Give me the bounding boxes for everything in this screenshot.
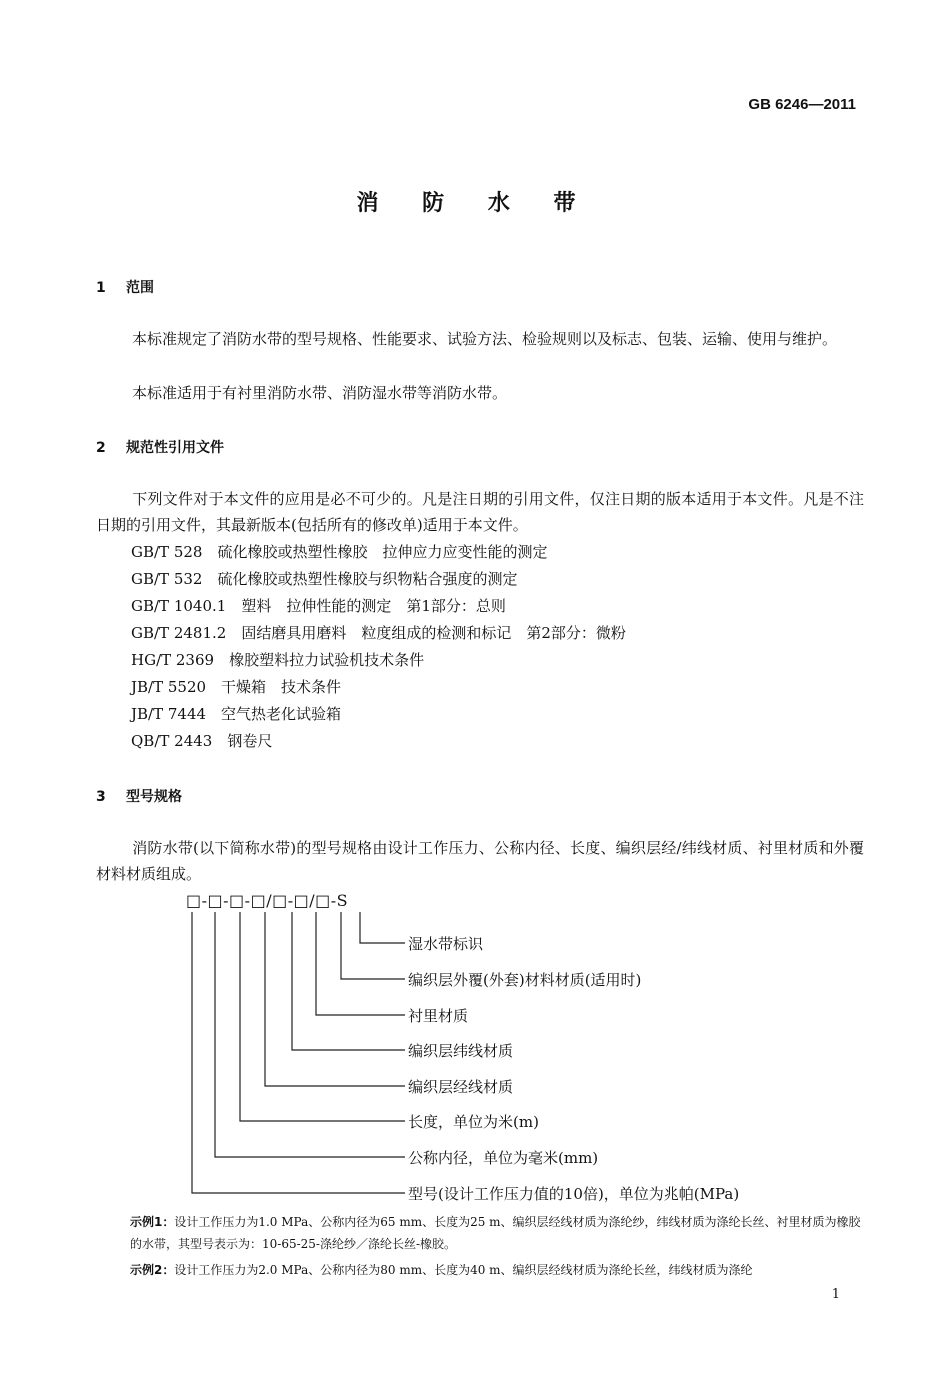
designation-label: 编织层经线材质	[408, 1078, 514, 1096]
section-title: 规范性引用文件	[126, 440, 224, 456]
example-label: 示例2：	[130, 1263, 175, 1277]
bracket-line-7	[215, 912, 405, 1157]
reference-item: JB/T 7444 空气热老化试验箱	[131, 705, 342, 723]
standard-number: GB 6246—2011	[748, 96, 856, 113]
paragraph-text: 下列文件对于本文件的应用是必不可少的。凡是注日期的引用文件，仅注日期的版本适用于本文件。凡是不注日期的引用文件，其最新版本(包括所有的修改单)适用于本文件。	[96, 490, 864, 534]
section-title: 范围	[126, 280, 154, 296]
section-number: 1	[96, 280, 106, 296]
bracket-line-5	[265, 912, 405, 1086]
paragraph-text: 本标准规定了消防水带的型号规格、性能要求、试验方法、检验规则以及标志、包装、运输、使用与维护。	[132, 330, 838, 348]
paragraph-text: 消防水带(以下简称水带)的型号规格由设计工作压力、公称内径、长度、编织层经/纬线材质、衬里材质和外覆材料材质组成。	[96, 839, 864, 883]
reference-item: GB/T 2481.2 固结磨具用磨料 粒度组成的检测和标记 第2部分：微粉	[131, 624, 626, 642]
reference-item: GB/T 528 硫化橡胶或热塑性橡胶 拉伸应力应变性能的测定	[131, 543, 548, 561]
bracket-line-8	[192, 912, 405, 1193]
section-title: 型号规格	[126, 789, 182, 805]
reference-item: GB/T 532 硫化橡胶或热塑性橡胶与织物粘合强度的测定	[131, 570, 518, 588]
section-number: 3	[96, 789, 106, 805]
example-label: 示例1：	[130, 1215, 175, 1229]
document-title: 消 防 水 带	[356, 191, 594, 216]
bracket-line-2	[341, 912, 405, 979]
designation-label: 编织层外覆(外套)材料材质(适用时)	[408, 971, 642, 989]
reference-item: GB/T 1040.1 塑料 拉伸性能的测定 第1部分：总则	[131, 597, 506, 615]
reference-item: JB/T 5520 干燥箱 技术条件	[131, 678, 342, 696]
example-text: 设计工作压力为2.0 MPa、公称内径为80 mm、长度为40 m、编织层经线材质为涤纶长丝，纬线材质为涤纶	[174, 1263, 753, 1277]
section-number: 2	[96, 440, 106, 456]
bracket-line-1	[360, 912, 405, 943]
paragraph-text: 本标准适用于有衬里消防水带、消防湿水带等消防水带。	[132, 384, 508, 402]
bracket-line-4	[292, 912, 405, 1050]
designation-label: 公称内径，单位为毫米(mm)	[408, 1149, 599, 1167]
designation-label: 型号(设计工作压力值的10倍)，单位为兆帕(MPa)	[408, 1185, 740, 1203]
designation-code: □-□-□-□/□-□/□-S	[186, 891, 349, 910]
example-text: 设计工作压力为1.0 MPa、公称内径为65 mm、长度为25 m、编织层经线材质为涤纶纱，纬线材质为涤纶长丝、衬里材质为橡胶的水带，其型号表示为：10-65-25-涤纶纱／涤纶长丝-橡胶。	[130, 1215, 861, 1251]
example-1	[130, 1211, 866, 1255]
designation-label: 长度，单位为米(m)	[408, 1113, 539, 1131]
designation-label: 编织层纬线材质	[408, 1042, 514, 1060]
reference-item: HG/T 2369 橡胶塑料拉力试验机技术条件	[131, 651, 425, 669]
reference-item: QB/T 2443 钢卷尺	[131, 732, 273, 750]
page-number: 1	[831, 1287, 840, 1302]
designation-label: 湿水带标识	[408, 935, 484, 953]
example-2	[130, 1259, 866, 1281]
designation-label: 衬里材质	[408, 1007, 469, 1025]
